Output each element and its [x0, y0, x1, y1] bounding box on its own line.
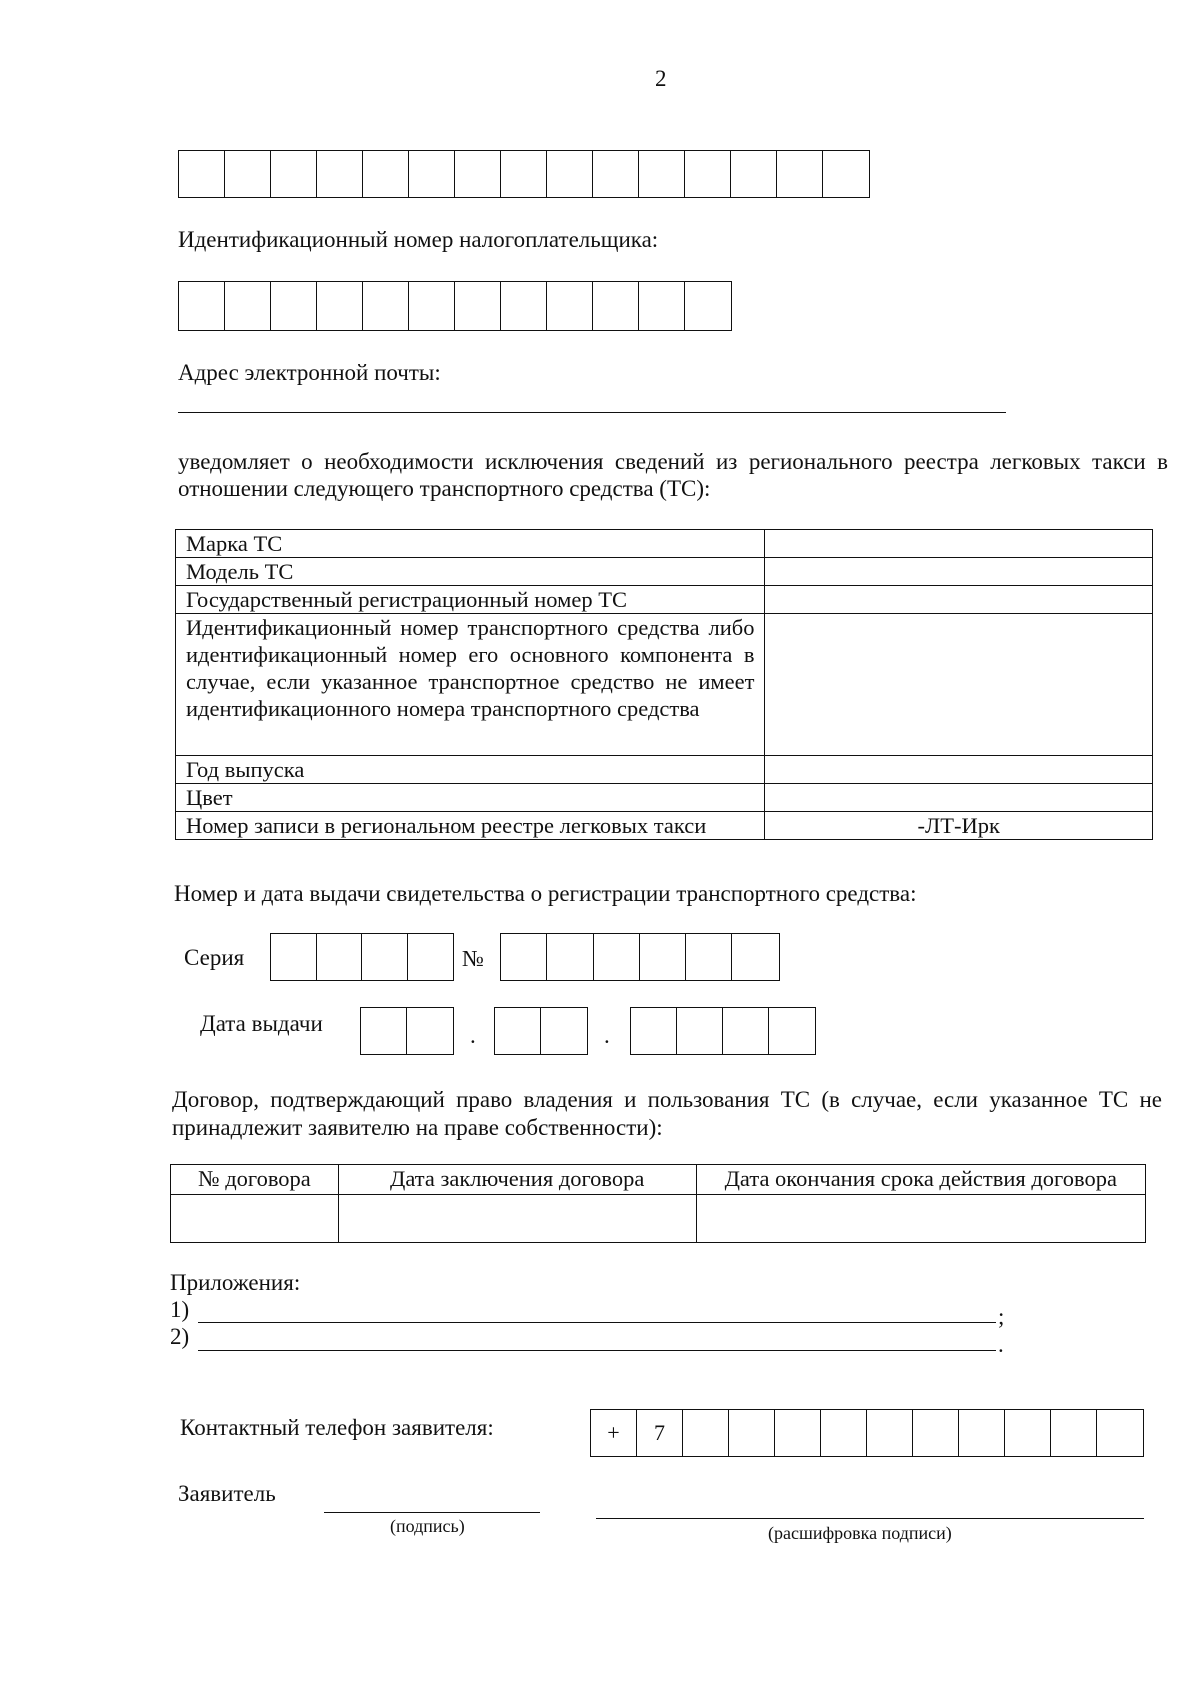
- vehicle-table: [175, 529, 1153, 840]
- attachment-number: 2): [170, 1324, 190, 1349]
- vehicle-year-label: Год выпуска: [176, 756, 765, 784]
- vehicle-vin-value[interactable]: [765, 614, 1153, 756]
- series-cell[interactable]: [271, 934, 317, 980]
- code-cell[interactable]: [593, 151, 639, 197]
- table-row: [171, 1165, 1146, 1195]
- certificate-label: Номер и дата выдачи свидетельства о регистрации транспортного средства:: [174, 881, 917, 906]
- contract-date-value[interactable]: [338, 1195, 696, 1243]
- page-number: 2: [655, 66, 667, 91]
- code-cell[interactable]: [731, 151, 777, 197]
- phone-boxes[interactable]: [590, 1409, 1144, 1457]
- code-cell[interactable]: [317, 151, 363, 197]
- table-row: [171, 1195, 1146, 1243]
- issue-year-cell[interactable]: [631, 1008, 677, 1054]
- phone-cell[interactable]: [913, 1410, 959, 1456]
- vehicle-plate-value[interactable]: [765, 586, 1153, 614]
- certificate-number-cell[interactable]: [594, 934, 640, 980]
- table-row: [176, 530, 1153, 558]
- inn-cell[interactable]: [593, 282, 639, 330]
- registry-record-label: Номер записи в региональном реестре легковых такси: [176, 812, 765, 840]
- issue-month-cell[interactable]: [495, 1008, 541, 1054]
- issue-day-cell[interactable]: [407, 1008, 453, 1054]
- signature-line[interactable]: [324, 1512, 540, 1513]
- vehicle-vin-label: Идентификационный номер транспортного средства либо идентификационный номер его основного компонента в случае, если указанное транспортное средство не имеет идентификационного номера транспортного средства: [176, 614, 765, 756]
- vehicle-brand-value[interactable]: [765, 530, 1153, 558]
- code-cell[interactable]: [455, 151, 501, 197]
- phone-cell[interactable]: [683, 1410, 729, 1456]
- code-cell[interactable]: [823, 151, 869, 197]
- date-separator: .: [604, 1023, 610, 1048]
- code-cell[interactable]: [225, 151, 271, 197]
- vehicle-model-value[interactable]: [765, 558, 1153, 586]
- table-row: [176, 586, 1153, 614]
- phone-cell[interactable]: [1005, 1410, 1051, 1456]
- inn-cell[interactable]: [179, 282, 225, 330]
- issue-year-boxes[interactable]: [630, 1007, 816, 1055]
- phone-cell[interactable]: [775, 1410, 821, 1456]
- certificate-number-cell[interactable]: [640, 934, 686, 980]
- email-field-line[interactable]: [178, 412, 1006, 413]
- phone-cell[interactable]: +: [591, 1410, 637, 1456]
- inn-cell[interactable]: [455, 282, 501, 330]
- certificate-number-cell[interactable]: [547, 934, 593, 980]
- issue-month-boxes[interactable]: [494, 1007, 588, 1055]
- issue-day-boxes[interactable]: [360, 1007, 454, 1055]
- phone-cell[interactable]: 7: [637, 1410, 683, 1456]
- phone-cell[interactable]: [1097, 1410, 1143, 1456]
- certificate-number-cell[interactable]: [501, 934, 547, 980]
- phone-cell[interactable]: [729, 1410, 775, 1456]
- issue-month-cell[interactable]: [541, 1008, 587, 1054]
- attachment-line-2[interactable]: [198, 1350, 996, 1351]
- series-label: Серия: [184, 945, 245, 970]
- inn-cell[interactable]: [225, 282, 271, 330]
- attachments-label: Приложения:: [170, 1270, 301, 1295]
- inn-cell[interactable]: [685, 282, 731, 330]
- notice-text: уведомляет о необходимости исключения сведений из регионального реестра легковых такси в отношении следующего транспортного средства (ТС):: [178, 449, 1168, 501]
- attachment-number: 1): [170, 1297, 190, 1322]
- phone-cell[interactable]: [867, 1410, 913, 1456]
- certificate-number-cell[interactable]: [686, 934, 732, 980]
- vehicle-color-value[interactable]: [765, 784, 1153, 812]
- table-row: [176, 812, 1153, 840]
- inn-cell[interactable]: [317, 282, 363, 330]
- vehicle-brand-label: Марка ТС: [176, 530, 765, 558]
- phone-label: Контактный телефон заявителя:: [180, 1415, 494, 1440]
- signature-decode-caption: (расшифровка подписи): [768, 1523, 952, 1543]
- vehicle-model-label: Модель ТС: [176, 558, 765, 586]
- table-row: [176, 558, 1153, 586]
- code-cell[interactable]: [363, 151, 409, 197]
- inn-label: Идентификационный номер налогоплательщика:: [178, 227, 659, 252]
- top-code-boxes[interactable]: [178, 150, 870, 198]
- issue-year-cell[interactable]: [723, 1008, 769, 1054]
- phone-cell[interactable]: [959, 1410, 1005, 1456]
- issue-year-cell[interactable]: [769, 1008, 815, 1054]
- code-cell[interactable]: [547, 151, 593, 197]
- email-label: Адрес электронной почты:: [178, 360, 441, 385]
- registry-record-value[interactable]: -ЛТ-Ирк: [765, 812, 1153, 840]
- table-row: [176, 784, 1153, 812]
- contract-number-value[interactable]: [171, 1195, 339, 1243]
- inn-cell[interactable]: [547, 282, 593, 330]
- applicant-label: Заявитель: [178, 1481, 276, 1506]
- signature-decode-line[interactable]: [596, 1518, 1144, 1519]
- certificate-number-cell[interactable]: [732, 934, 778, 980]
- contract-number-header: № договора: [171, 1165, 339, 1195]
- contract-end-value[interactable]: [696, 1195, 1145, 1243]
- code-cell[interactable]: [179, 151, 225, 197]
- code-cell[interactable]: [409, 151, 455, 197]
- inn-cell[interactable]: [501, 282, 547, 330]
- certificate-number-boxes[interactable]: [500, 933, 780, 981]
- number-sign: №: [462, 946, 484, 971]
- phone-cell[interactable]: [1051, 1410, 1097, 1456]
- inn-cell[interactable]: [409, 282, 455, 330]
- contract-end-header: Дата окончания срока действия договора: [696, 1165, 1145, 1195]
- attachment-end-mark: .: [998, 1332, 1004, 1357]
- signature-caption: (подпись): [390, 1516, 465, 1536]
- table-row: [176, 614, 1153, 756]
- code-cell[interactable]: [639, 151, 685, 197]
- code-cell[interactable]: [271, 151, 317, 197]
- contract-text: Договор, подтверждающий право владения и пользования ТС (в случае, если указанное ТС не принадлежит заявителю на праве собственности):: [172, 1087, 1162, 1140]
- contract-table: [170, 1164, 1146, 1243]
- code-cell[interactable]: [501, 151, 547, 197]
- vehicle-color-label: Цвет: [176, 784, 765, 812]
- series-boxes[interactable]: [270, 933, 454, 981]
- attachment-end-mark: ;: [998, 1304, 1005, 1329]
- series-cell[interactable]: [408, 934, 454, 980]
- inn-cell[interactable]: [271, 282, 317, 330]
- vehicle-year-value[interactable]: [765, 756, 1153, 784]
- phone-cell[interactable]: [821, 1410, 867, 1456]
- date-separator: .: [470, 1023, 476, 1048]
- inn-boxes[interactable]: [178, 281, 732, 331]
- inn-cell[interactable]: [363, 282, 409, 330]
- contract-date-header: Дата заключения договора: [338, 1165, 696, 1195]
- vehicle-plate-label: Государственный регистрационный номер ТС: [176, 586, 765, 614]
- issue-year-cell[interactable]: [677, 1008, 723, 1054]
- issue-day-cell[interactable]: [361, 1008, 407, 1054]
- issue-date-label: Дата выдачи: [200, 1011, 323, 1036]
- series-cell[interactable]: [362, 934, 408, 980]
- attachment-line-1[interactable]: [198, 1322, 996, 1323]
- table-row: [176, 756, 1153, 784]
- code-cell[interactable]: [777, 151, 823, 197]
- inn-cell[interactable]: [639, 282, 685, 330]
- code-cell[interactable]: [685, 151, 731, 197]
- series-cell[interactable]: [317, 934, 363, 980]
